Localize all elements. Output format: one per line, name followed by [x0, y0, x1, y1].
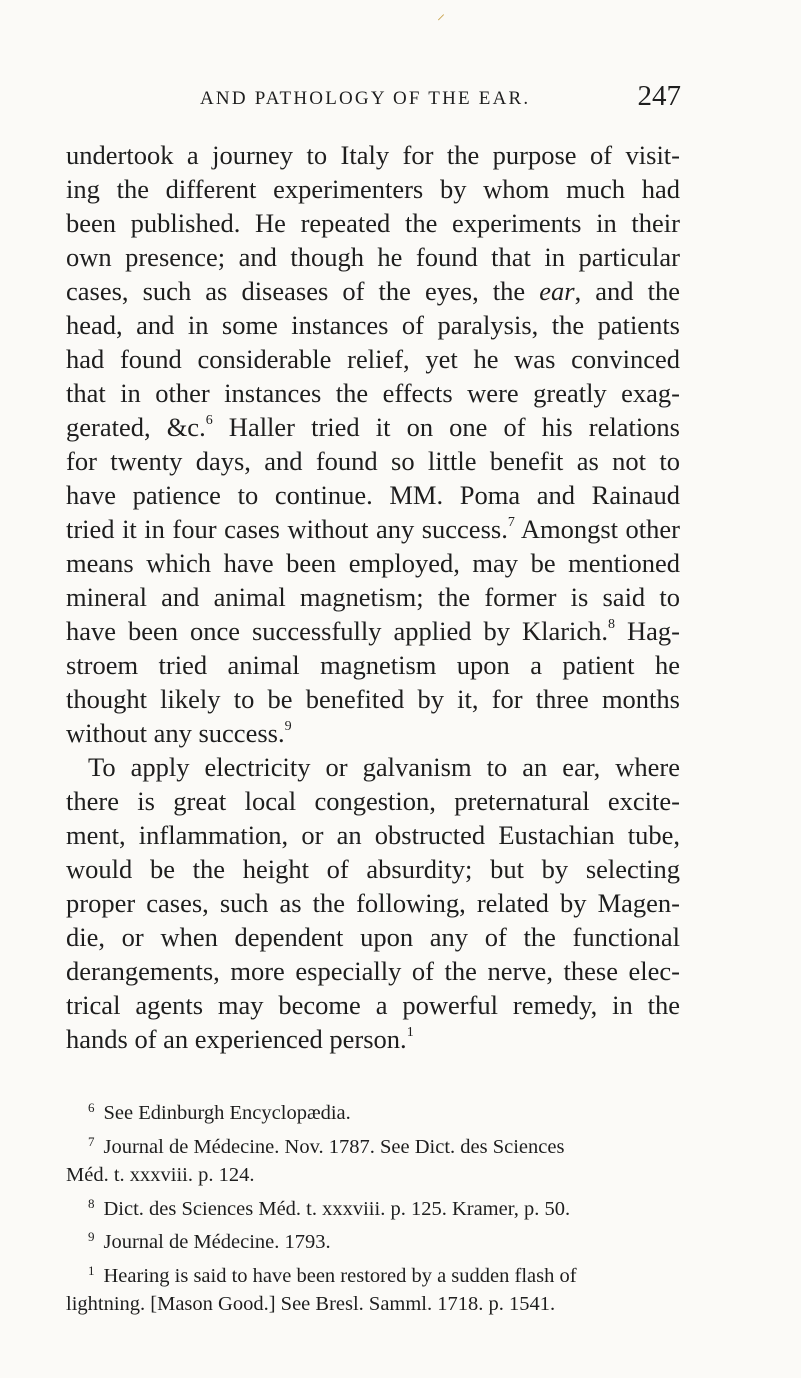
paragraph-2: [66, 750, 680, 1056]
text-line: ment, inflammation, or an obstructed Eustachian tube,: [66, 820, 680, 850]
text-line: mineral and animal magnetism; the former is said to: [66, 582, 680, 612]
page-header: [66, 80, 681, 120]
footnote-ref: 8: [608, 617, 616, 632]
text-line: trical agents may become a powerful remedy, in the: [66, 990, 680, 1020]
paragraph-1: [66, 138, 680, 750]
footnote: $^9$ Journal de Médecine. 1793.: [88, 1229, 331, 1253]
footnote-ref: 7: [507, 515, 515, 530]
footnote-ref: 6: [205, 413, 213, 428]
text-line: means which have been employed, may be mentioned: [66, 548, 680, 578]
text-line: stroem tried animal magnetism upon a patient he: [66, 650, 680, 680]
footnote-ref: 1: [406, 1025, 414, 1040]
text-line: that in other instances the effects were greatly exag-: [66, 378, 680, 408]
page-number: 247: [637, 80, 681, 112]
text-line: thought likely to be benefited by it, for three months: [66, 684, 680, 714]
footnote: $^6$ See Edinburgh Encyclopædia.: [88, 1100, 351, 1124]
footnote-ref: 9: [284, 719, 292, 734]
footnote: $^8$ Dict. des Sciences Méd. t. xxxviii. p. 125. Kramer, p. 50.: [88, 1195, 571, 1220]
text-line: for twenty days, and found so little benefit as not to: [66, 446, 680, 476]
running-title: AND PATHOLOGY OF THE EAR.: [200, 88, 531, 109]
footnote: $^7$ Journal de Médecine. Nov. 1787. See Dict. des Sciences: [88, 1133, 565, 1158]
text-line: derangements, more especially of the nerve, these elec-: [66, 956, 680, 986]
text-line: without any success.$^9$: [66, 718, 292, 748]
body-text: [66, 138, 680, 1056]
text-line: have patience to continue. MM. Poma and Rainaud: [66, 480, 680, 510]
text-line: there is great local congestion, preternatural excite-: [66, 786, 680, 816]
text-line: undertook a journey to Italy for the purpose of visit-: [66, 140, 680, 170]
text-line: own presence; and though he found that in particular: [66, 242, 680, 272]
text-line: ing the different experimenters by whom much had: [66, 174, 680, 204]
ink-mark: ⸝: [437, 6, 446, 23]
text-line: have been once successfully applied by Klarich.$^8$ Hag-: [66, 616, 680, 646]
text-line: die, or when dependent upon any of the functional: [66, 922, 680, 952]
text-line: cases, such as diseases of the eyes, the ear, and the: [66, 276, 680, 306]
text-line: gerated, &c.$^6$ Haller tried it on one of his relations: [66, 412, 680, 442]
footnotes: [66, 1094, 680, 1319]
italic-ear: ear: [539, 276, 575, 306]
text-line: would be the height of absurdity; but by selecting: [66, 854, 680, 884]
text-line: tried it in four cases without any success.$^7$ Amongst other: [66, 514, 680, 544]
text-line: To apply electricity or galvanism to an ear, where: [88, 752, 680, 782]
text-line: had found considerable relief, yet he was convinced: [66, 344, 680, 374]
footnote-continuation: lightning. [Mason Good.] See Bresl. Samml. 1718. p. 1541.: [66, 1293, 556, 1315]
text-line: been published. He repeated the experiments in their: [66, 208, 680, 238]
footnote-continuation: Méd. t. xxxviii. p. 124.: [66, 1164, 255, 1186]
text-line: head, and in some instances of paralysis, the patients: [66, 310, 680, 340]
text-line: proper cases, such as the following, related by Magen-: [66, 888, 680, 918]
text-line: hands of an experienced person.$^1$: [66, 1024, 414, 1054]
footnote: $^1$ Hearing is said to have been restored by a sudden flash of: [88, 1262, 577, 1287]
